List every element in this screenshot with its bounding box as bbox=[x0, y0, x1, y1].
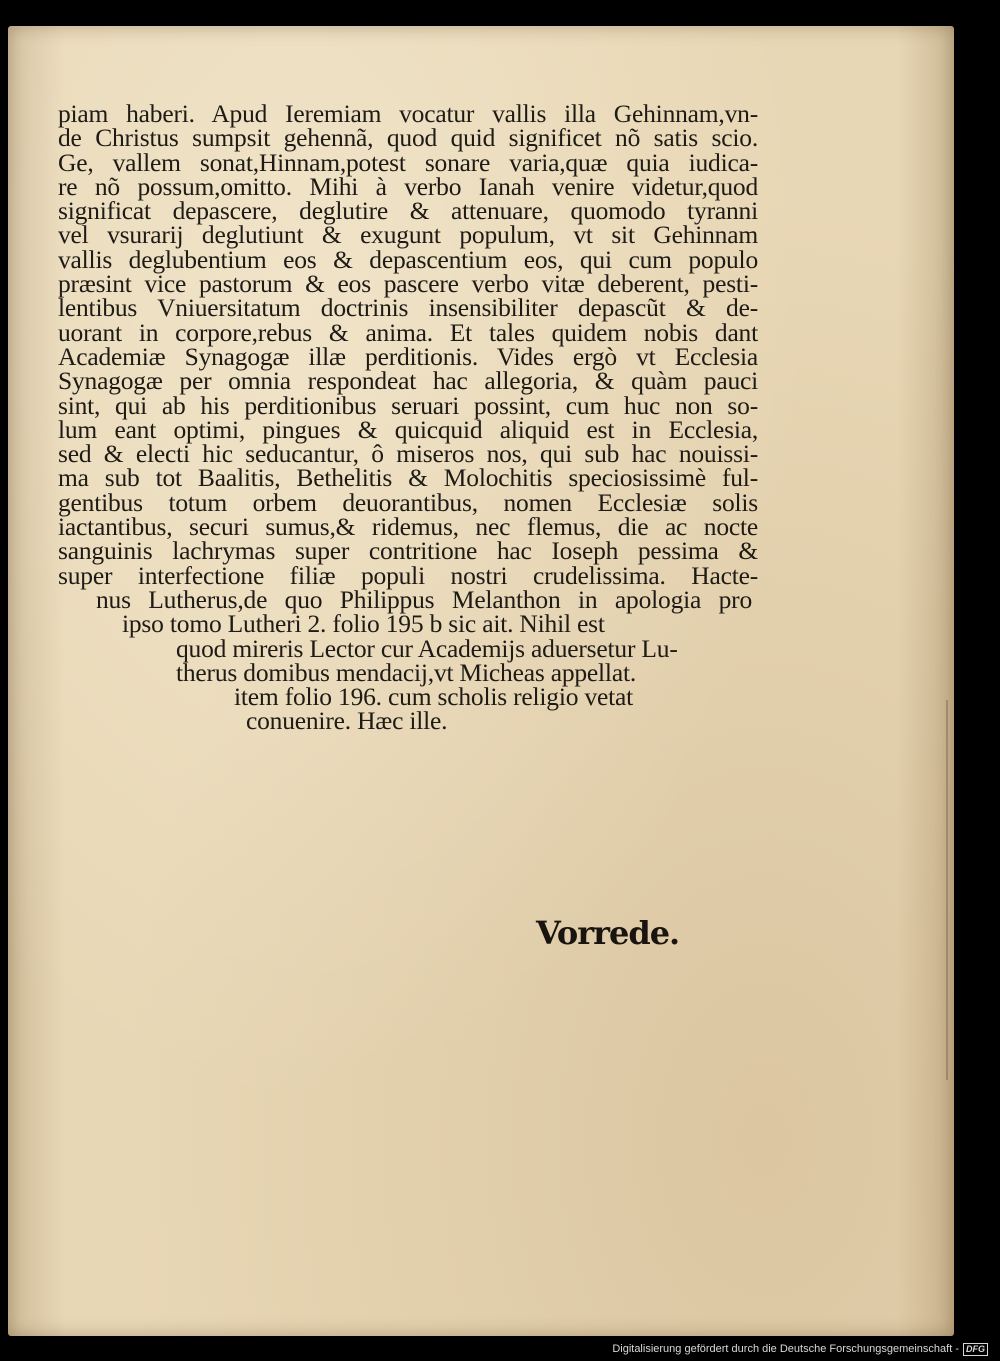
text-line: vallis deglubentium eos & depascentium eos, qui cum populo bbox=[58, 244, 758, 274]
catchword: Vorrede. bbox=[536, 914, 680, 952]
text-line: quod mireris Lector cur Academijs aduersetur Lu- bbox=[176, 633, 678, 663]
dfg-logo-icon: DFG bbox=[963, 1343, 988, 1356]
text-line: sed & electi hic seducantur, ô miseros nos, qui sub hac nouissi- bbox=[58, 439, 758, 469]
credit-text: Digitalisierung gefördert durch die Deutsche Forschungsgemeinschaft - bbox=[612, 1343, 959, 1355]
text-line: therus domibus mendacij,vt Micheas appellat. bbox=[176, 657, 636, 687]
text-line: lentibus Vniuersitatum doctrinis insensibiliter depascũt & de- bbox=[58, 293, 758, 323]
text-line: gentibus totum orbem deuorantibus, nomen Ecclesiæ solis bbox=[58, 487, 758, 517]
text-line: conuenire. Hæc ille. bbox=[246, 706, 448, 736]
text-line: significat depascere, deglutire & attenuare, quomodo tyranni bbox=[58, 196, 758, 226]
scanned-page bbox=[8, 26, 954, 1336]
page-edge-shadow bbox=[946, 700, 948, 1080]
text-line: vel vsurarij deglutiunt & exugunt populum, vt sit Gehinnam bbox=[58, 220, 758, 250]
text-line: ma sub tot Baalitis, Bethelitis & Molochitis speciosissimè ful- bbox=[58, 463, 758, 493]
text-line: præsint vice pastorum & eos pascere verbo vitæ deberent, pesti- bbox=[58, 269, 758, 299]
text-line: Synagogæ per omnia respondeat hac allegoria, & quàm pauci bbox=[58, 366, 758, 396]
text-line: iactantibus, securi sumus,& ridemus, nec flemus, die ac nocte bbox=[58, 512, 758, 542]
text-line: uorant in corpore,rebus & anima. Et tales quidem nobis dant bbox=[58, 317, 758, 347]
text-line: Ge, vallem sonat,Hinnam,potest sonare varia,quæ quia iudica- bbox=[58, 147, 758, 177]
text-line: sanguinis lachrymas super contritione hac Ioseph pessima & bbox=[58, 536, 758, 566]
digitization-credit bbox=[612, 1341, 988, 1357]
body-text bbox=[58, 99, 758, 736]
text-line: super interfectione filiæ populi nostri crudelissima. Hacte- bbox=[58, 560, 758, 590]
text-line: Academiæ Synagogæ illæ perditionis. Vides ergò vt Ecclesia bbox=[58, 341, 758, 371]
text-line: sint, qui ab his perditionibus seruari possint, cum huc non so- bbox=[58, 390, 758, 420]
text-line: de Christus sumpsit gehennã, quod quid significet nõ satis scio. bbox=[58, 123, 758, 153]
text-line: re nõ possum,omitto. Mihi à verbo Ianah venire videtur,quod bbox=[58, 171, 758, 201]
text-line: piam haberi. Apud Ieremiam vocatur vallis illa Gehinnam,vn- bbox=[58, 99, 758, 128]
text-line: item folio 196. cum scholis religio vetat bbox=[234, 682, 634, 712]
text-line: lum eant optimi, pingues & quicquid aliquid est in Ecclesia, bbox=[58, 414, 758, 444]
text-line: nus Lutherus,de quo Philippus Melanthon in apologia pro bbox=[96, 584, 752, 614]
text-line: ipso tomo Lutheri 2. folio 195 b sic ait. Nihil est bbox=[122, 609, 605, 639]
